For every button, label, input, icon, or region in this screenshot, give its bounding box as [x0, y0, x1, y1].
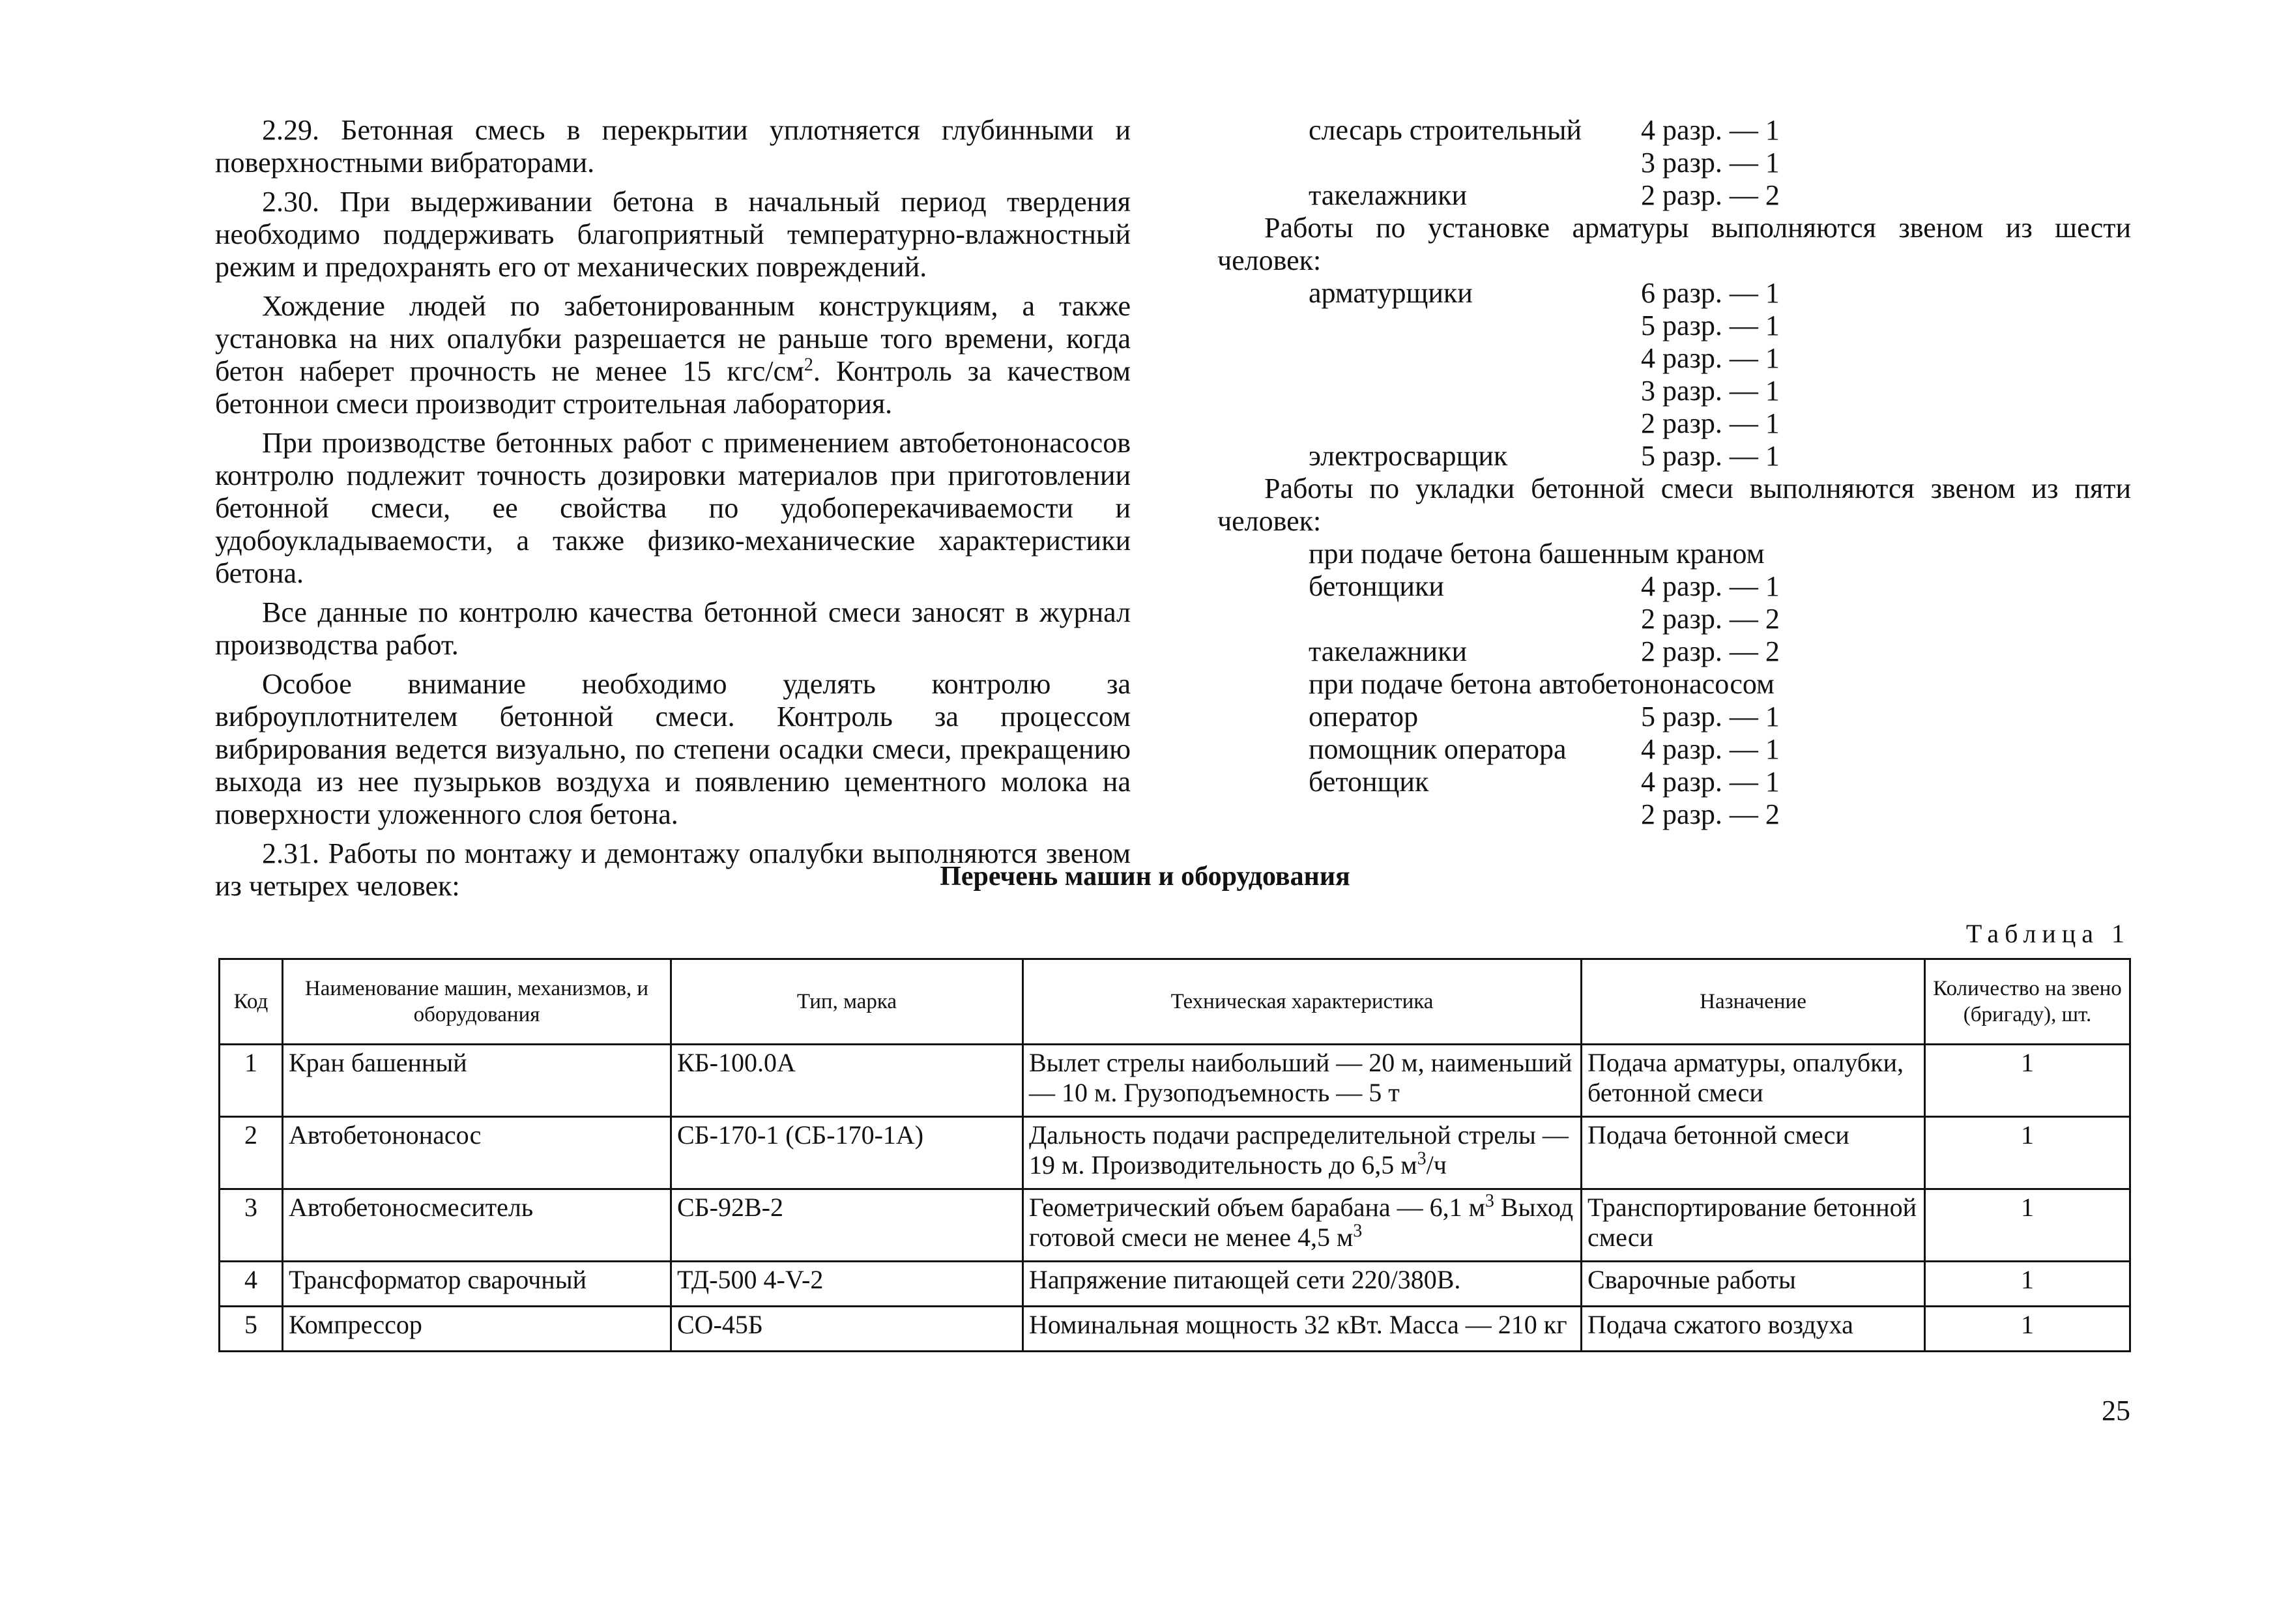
cell-name: Кран башенный	[283, 1045, 671, 1117]
cell-type: ТД-500 4-V-2	[671, 1262, 1023, 1307]
cell-qty: 1	[1925, 1307, 2130, 1352]
cell-code: 3	[220, 1189, 283, 1262]
crew-row: 2 разр. — 2	[1641, 798, 1780, 830]
table-label: Таблица 1	[1965, 919, 2130, 948]
header-qty: Количество на звено (бригаду), шт.	[1925, 959, 2130, 1045]
table-row	[220, 1307, 2130, 1352]
paragraph-2-30: 2.30. При выдерживании бетона в начальный период твердения необходимо поддерживать благоприятный температурно-влажностный режим и предохранять его от механических повреждений.	[215, 186, 1131, 283]
crew-row: бетонщики 4 разр. — 1	[1309, 570, 1780, 602]
cell-qty: 1	[1925, 1189, 2130, 1262]
cell-name: Автобетононасос	[283, 1117, 671, 1189]
cell-spec: Напряжение питающей сети 220/380В.	[1023, 1262, 1582, 1307]
table-row	[220, 1262, 2130, 1307]
paragraph-journal: Все данные по контролю качества бетонной смеси заносят в журнал производства работ.	[215, 596, 1131, 661]
header-code: Код	[220, 959, 283, 1045]
header-spec: Техническая характеристика	[1023, 959, 1582, 1045]
paragraph-pump-control: При производстве бетонных работ с применением автобетононасосов контролю подлежит точность дозировки материалов при приготовлении бетонной смеси, ее свойства по удобоперекачиваемости и удобоукладываемости, а также физико-механические характеристики бетона.	[215, 427, 1131, 589]
paragraph-walking: Хождение людей по забетонированным конструкциям, а также установка на них опалубки разрешается не раньше того времени, когда бетон наберет прочность не менее 15 кгс/$см^2$. Контроль за качеством бетоннои смеси производит строительная лаборатория.	[215, 290, 1131, 420]
page-number: 25	[2102, 1395, 2130, 1427]
crew-row: бетонщик 4 разр. — 1	[1309, 766, 1780, 798]
cell-code: 2	[220, 1117, 283, 1189]
cell-qty: 1	[1925, 1117, 2130, 1189]
cell-purpose: Подача сжатого воздуха	[1582, 1307, 1925, 1352]
right-column	[1217, 114, 2131, 831]
cell-type: СБ-92В-2	[671, 1189, 1023, 1262]
cell-code: 4	[220, 1262, 283, 1307]
crew-row: арматурщики 6 разр. — 1	[1309, 277, 1780, 309]
table-title: Перечень машин и оборудования	[940, 862, 1350, 892]
crew-row: 3 разр. — 1	[1641, 375, 1780, 407]
table-row	[220, 1189, 2130, 1262]
paragraph-2-31: 2.31. Работы по монтажу и демонтажу опалубки выполняются звеном из четырех человек:	[215, 837, 1131, 902]
cell-spec: Геометрический объем барабана — 6,1 $м^3$ Выход готовой смеси не менее 4,5 $м^3$	[1023, 1189, 1582, 1262]
cell-purpose: Подача бетонной смеси	[1582, 1117, 1925, 1189]
paragraph-2-29: 2.29. Бетонная смесь в перекрытии уплотняется глубинными и поверхностными вибраторами.	[215, 114, 1131, 179]
cell-purpose: Подача арматуры, опалубки, бетонной смеси	[1582, 1045, 1925, 1117]
concrete-intro: Работы по укладки бетонной смеси выполняются звеном из пяти человек:	[1217, 472, 2131, 537]
cell-purpose: Транспортирование бетонной смеси	[1582, 1189, 1925, 1262]
crew-row: 2 разр. — 2	[1641, 603, 1780, 635]
paragraph-vibration: Особое внимание необходимо уделять контролю за виброуплотнителем бетонной смеси. Контроль за процессом вибрирования ведется визуально, по степени осадки смеси, прекращению выхода из нее пузырьков воздуха и появлению цементного молока на поверхности уложенного слоя бетона.	[215, 668, 1131, 830]
crew-row: электросварщик 5 разр. — 1	[1309, 440, 1780, 472]
crew-row: такелажники 2 разр. — 2	[1309, 635, 1780, 667]
crew-row: 3 разр. — 1	[1641, 147, 1780, 179]
header-purpose: Назначение	[1582, 959, 1925, 1045]
cell-qty: 1	[1925, 1262, 2130, 1307]
machines-table	[218, 958, 2131, 1352]
rebar-intro: Работы по установке арматуры выполняются звеном из шести человек:	[1217, 212, 2131, 276]
crane-heading: при подаче бетона башенным краном	[1309, 538, 1765, 570]
crew-row: оператор 5 разр. — 1	[1309, 701, 1780, 732]
cell-spec: Вылет стрелы наибольший — 20 м, наименьший — 10 м. Грузоподъемность — 5 т	[1023, 1045, 1582, 1117]
crew-row: 2 разр. — 1	[1641, 407, 1780, 439]
cell-purpose: Сварочные работы	[1582, 1262, 1925, 1307]
cell-spec: Дальность подачи распределительной стрелы — 19 м. Производительность до 6,5 $м^3/ч$	[1023, 1117, 1582, 1189]
crew-row: помощник оператора 4 разр. — 1	[1309, 733, 1780, 765]
header-name: Наименование машин, механизмов, и оборудования	[283, 959, 671, 1045]
table-row	[220, 1117, 2130, 1189]
cell-name: Автобетоносмеситель	[283, 1189, 671, 1262]
cell-type: СО-45Б	[671, 1307, 1023, 1352]
left-column	[215, 114, 1131, 903]
cell-name: Компрессор	[283, 1307, 671, 1352]
table-header-row	[220, 959, 2130, 1045]
cell-code: 5	[220, 1307, 283, 1352]
table-row	[220, 1045, 2130, 1117]
cell-type: СБ-170-1 (СБ-170-1А)	[671, 1117, 1023, 1189]
crew-row: 4 разр. — 1	[1641, 342, 1780, 374]
cell-spec: Номинальная мощность 32 кВт. Масса — 210 кг	[1023, 1307, 1582, 1352]
crew-row: 5 разр. — 1	[1641, 310, 1780, 341]
header-type: Тип, марка	[671, 959, 1023, 1045]
cell-type: КБ-100.0А	[671, 1045, 1023, 1117]
cell-name: Трансформатор сварочный	[283, 1262, 671, 1307]
pump-heading: при подаче бетона автобетононасосом	[1309, 668, 1775, 700]
crew-row: слесарь строительный 4 разр. — 1	[1309, 114, 1780, 146]
cell-code: 1	[220, 1045, 283, 1117]
cell-qty: 1	[1925, 1045, 2130, 1117]
crew-row: такелажники 2 разр. — 2	[1309, 179, 1780, 211]
